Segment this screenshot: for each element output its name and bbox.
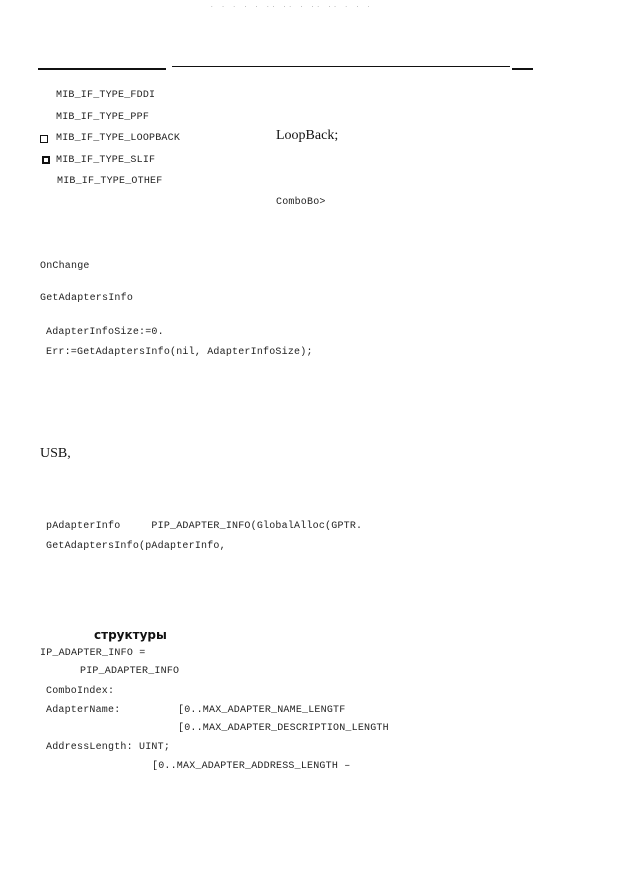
usb-text: USB, (40, 446, 71, 461)
type-slip: MIB_IF_TYPE_SLIF (56, 155, 156, 166)
struct-line: ComboIndex: (46, 686, 115, 697)
onchange-text: OnChange (40, 261, 90, 272)
type-fddi: MIB_IF_TYPE_FDDI (56, 90, 156, 101)
combobox-text: ComboBo> (276, 197, 326, 208)
type-ppp: MIB_IF_TYPE_PPF (56, 112, 150, 123)
header-specks: . . . . . .. .. . .. .. . . . (210, 2, 373, 9)
struct-line: PIP_ADAPTER_INFO (80, 666, 180, 677)
loopback-text: LoopBack; (276, 128, 339, 143)
rule-right (512, 68, 533, 70)
checkbox-icon (40, 135, 48, 143)
type-loopback: MIB_IF_TYPE_LOOPBACK (56, 133, 181, 144)
code-line: Err:=GetAdaptersInfo(nil, AdapterInfoSize); (46, 347, 313, 358)
getadapters-text: GetAdaptersInfo (40, 293, 134, 304)
struct-line: AdapterName: (46, 705, 121, 716)
struct-heading: структуры (94, 628, 167, 642)
rule-left (38, 68, 166, 70)
type-other: MIB_IF_TYPE_OTHEF (57, 176, 163, 187)
struct-line: [0..MAX_ADAPTER_ADDRESS_LENGTH – (152, 761, 351, 772)
code-line: pAdapterInfo PIP_ADAPTER_INFO(GlobalAlloc(GPTR. (46, 521, 363, 532)
struct-line: [0..MAX_ADAPTER_NAME_LENGTF (178, 705, 346, 716)
rule-main (172, 66, 510, 67)
struct-line: AddressLength: UINT; (46, 742, 171, 753)
struct-line: IP_ADAPTER_INFO = (40, 648, 146, 659)
code-line: GetAdaptersInfo(pAdapterInfo, (46, 541, 226, 552)
checkbox-icon (42, 156, 50, 164)
struct-line: [0..MAX_ADAPTER_DESCRIPTION_LENGTH (178, 723, 389, 734)
code-line: AdapterInfoSize:=0. (46, 327, 164, 338)
